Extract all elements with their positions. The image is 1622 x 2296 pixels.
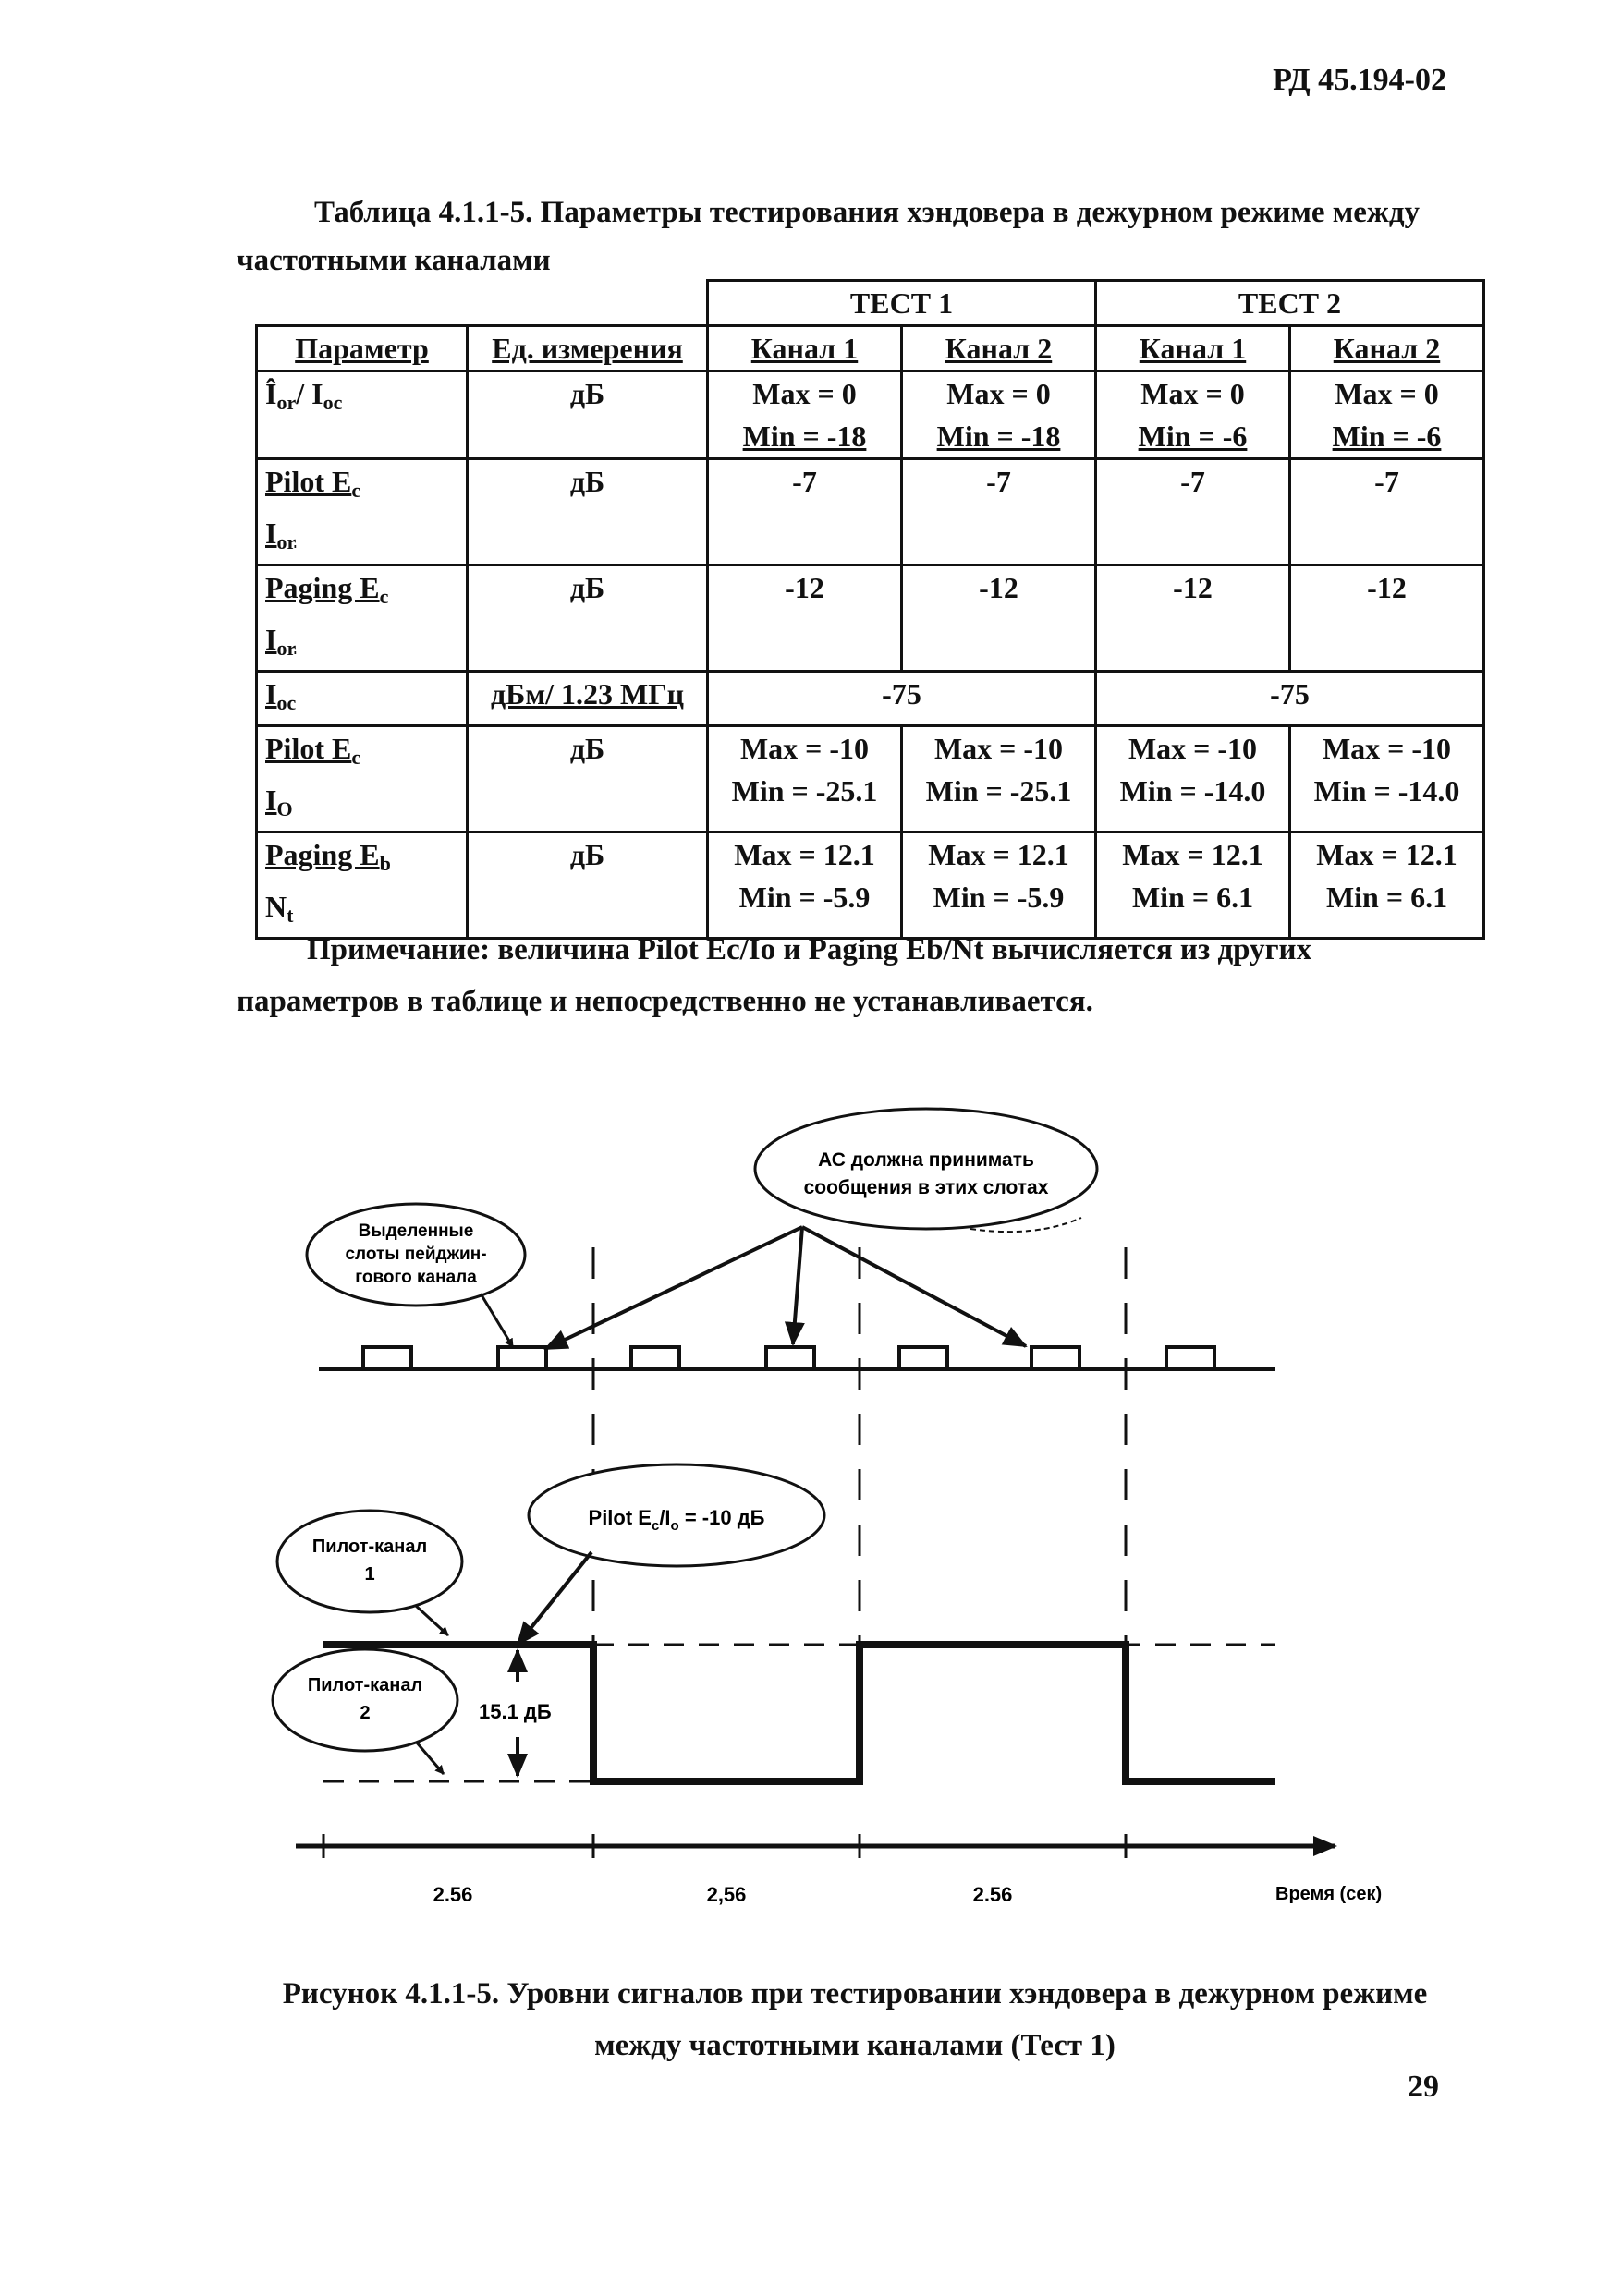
table-header-channel: Канал 1 bbox=[1096, 326, 1290, 371]
param-text: I bbox=[265, 677, 277, 711]
bubble-text-part: Pilot E bbox=[588, 1506, 652, 1529]
table-header-channel: Канал 1 bbox=[708, 326, 902, 371]
max-value: Max = 12.1 bbox=[1122, 838, 1263, 871]
max-value: Max = 12.1 bbox=[1316, 838, 1457, 871]
value-cell: -75 bbox=[1096, 672, 1484, 726]
value-cell: -7 bbox=[1096, 459, 1290, 565]
value-cell: -7 bbox=[708, 459, 902, 565]
table-header-channel: Канал 2 bbox=[902, 326, 1096, 371]
bubble-text: 1 bbox=[364, 1564, 375, 1585]
page-number: 29 bbox=[1408, 2070, 1439, 2104]
max-value: Max = 12.1 bbox=[928, 838, 1069, 871]
paging-slot bbox=[363, 1347, 411, 1369]
min-value: Min = -6 bbox=[1332, 419, 1442, 453]
param-text: I bbox=[265, 784, 277, 817]
paging-slot bbox=[766, 1347, 814, 1369]
axis-tick-label: 2.56 bbox=[433, 1883, 473, 1906]
bubble-text: слоты пейджин- bbox=[345, 1245, 487, 1264]
pointer-arrow bbox=[416, 1606, 448, 1635]
value-cell: -75 bbox=[708, 672, 1096, 726]
min-value: Min = -25.1 bbox=[925, 774, 1072, 808]
value-cell: -12 bbox=[1290, 565, 1484, 672]
max-value: Max = -10 bbox=[739, 732, 870, 765]
pointer-arrow bbox=[793, 1227, 802, 1344]
table-caption: Таблица 4.1.1-5. Параметры тестирования хэндовера в дежурном режиме между частотными каналами bbox=[237, 196, 1421, 277]
pilot-signal-waveform bbox=[323, 1645, 1275, 1781]
bubble-pilot-channel-1 bbox=[277, 1511, 462, 1612]
value-cell: -12 bbox=[1096, 565, 1290, 672]
param-subscript: c bbox=[379, 585, 389, 608]
param-text: Paging E bbox=[265, 571, 380, 604]
bubble-text: Выделенные bbox=[358, 1221, 474, 1241]
param-text: N bbox=[265, 890, 287, 923]
max-value: Max = -10 bbox=[933, 732, 1064, 765]
param-subscript: or bbox=[276, 530, 297, 553]
unit-cell: дБ bbox=[468, 832, 708, 939]
bubble-pilot-level bbox=[529, 1464, 824, 1566]
max-value: Max = 0 bbox=[752, 377, 857, 410]
min-value: Min = -18 bbox=[936, 419, 1061, 453]
unit-cell: дБ bbox=[468, 565, 708, 672]
paging-slots bbox=[363, 1347, 1214, 1369]
bubble-text: сообщения в этих слотах bbox=[803, 1177, 1049, 1198]
param-subscript: or bbox=[276, 391, 297, 414]
unit-cell: дБм/ 1.23 МГц bbox=[468, 672, 708, 726]
value-cell: -7 bbox=[902, 459, 1096, 565]
param-text: Paging E bbox=[265, 838, 380, 871]
value-cell: -12 bbox=[708, 565, 902, 672]
pointer-arrow bbox=[481, 1294, 513, 1347]
document-id: РД 45.194-02 bbox=[1273, 63, 1446, 97]
min-value: Min = -25.1 bbox=[731, 774, 878, 808]
max-value: Max = 0 bbox=[1140, 377, 1245, 410]
param-text: Pilot E bbox=[265, 465, 352, 498]
param-subscript: or bbox=[276, 637, 297, 660]
delta-label: 15.1 дБ bbox=[479, 1700, 552, 1723]
param-subscript: c bbox=[351, 479, 361, 502]
time-axis-label: Время (сек) bbox=[1275, 1884, 1383, 1904]
min-value: Min = -18 bbox=[742, 419, 867, 453]
param-subscript: t bbox=[287, 904, 294, 927]
value-cell: -7 bbox=[1290, 459, 1484, 565]
min-value: Min = -5.9 bbox=[738, 881, 871, 914]
min-value: Min = 6.1 bbox=[1131, 881, 1254, 914]
bubble-text: АС должна принимать bbox=[818, 1149, 1034, 1171]
pointer-arrow bbox=[802, 1227, 1026, 1346]
bubble-text: Пилот-канал bbox=[307, 1675, 423, 1695]
bubble-text: 2 bbox=[360, 1703, 371, 1723]
bubble-text: Пилот-канал bbox=[311, 1537, 428, 1557]
paging-slot bbox=[1166, 1347, 1214, 1369]
min-value: Min = -14.0 bbox=[1119, 774, 1266, 808]
table-header-unit: Ед. измерения bbox=[468, 326, 708, 371]
param-subscript: O bbox=[276, 797, 293, 820]
param-text: I bbox=[265, 623, 277, 656]
param-text: / I bbox=[296, 377, 323, 410]
table-header-channel: Канал 2 bbox=[1290, 326, 1484, 371]
unit-cell: дБ bbox=[468, 371, 708, 459]
max-value: Max = 0 bbox=[946, 377, 1051, 410]
max-value: Max = 0 bbox=[1335, 377, 1439, 410]
bubble-text: гового канала bbox=[355, 1268, 477, 1287]
param-text: Pilot E bbox=[265, 732, 352, 765]
param-subscript: b bbox=[379, 852, 391, 875]
paging-slot bbox=[899, 1347, 947, 1369]
bubble-text-sub: o bbox=[670, 1518, 679, 1534]
max-value: Max = 12.1 bbox=[734, 838, 875, 871]
param-text: I bbox=[265, 516, 277, 550]
param-text: Î bbox=[265, 377, 277, 410]
max-value: Max = -10 bbox=[1322, 732, 1452, 765]
table-header-test1: ТЕСТ 1 bbox=[708, 281, 1096, 326]
table-header-test2: ТЕСТ 2 bbox=[1096, 281, 1484, 326]
min-value: Min = -14.0 bbox=[1313, 774, 1460, 808]
axis-tick-label: 2,56 bbox=[706, 1883, 747, 1906]
pointer-arrow bbox=[545, 1227, 802, 1349]
bubble-text-part: /I bbox=[659, 1506, 671, 1529]
param-subscript: c bbox=[351, 746, 361, 769]
max-value: Max = -10 bbox=[1128, 732, 1258, 765]
pointer-arrow bbox=[416, 1742, 444, 1774]
bubble-pilot-channel-2 bbox=[273, 1649, 457, 1751]
pointer-arrow bbox=[518, 1552, 591, 1645]
unit-cell: дБ bbox=[468, 459, 708, 565]
param-subscript: oc bbox=[276, 691, 297, 714]
figure-caption: Рисунок 4.1.1-5. Уровни сигналов при тестировании хэндовера в дежурном режиме между частотными каналами (Тест 1) bbox=[282, 1977, 1428, 2062]
unit-cell: дБ bbox=[468, 726, 708, 832]
table-note: Примечание: величина Pilot Ec/Io и Paging Eb/Nt вычисляется из других параметров в таблице и непосредственно не устанавливается. bbox=[237, 933, 1312, 1018]
min-value: Min = -6 bbox=[1138, 419, 1248, 453]
bubble-text-sub: c bbox=[651, 1518, 660, 1534]
axis-tick-label: 2.56 bbox=[972, 1883, 1013, 1906]
param-subscript: oc bbox=[323, 391, 343, 414]
table-header-param: Параметр bbox=[257, 326, 468, 371]
min-value: Min = 6.1 bbox=[1325, 881, 1448, 914]
paging-slot bbox=[631, 1347, 679, 1369]
paging-slot bbox=[498, 1347, 546, 1369]
min-value: Min = -5.9 bbox=[933, 881, 1065, 914]
bubble-text-part: = -10 дБ bbox=[678, 1506, 765, 1529]
value-cell: -12 bbox=[902, 565, 1096, 672]
paging-slot bbox=[1031, 1347, 1079, 1369]
